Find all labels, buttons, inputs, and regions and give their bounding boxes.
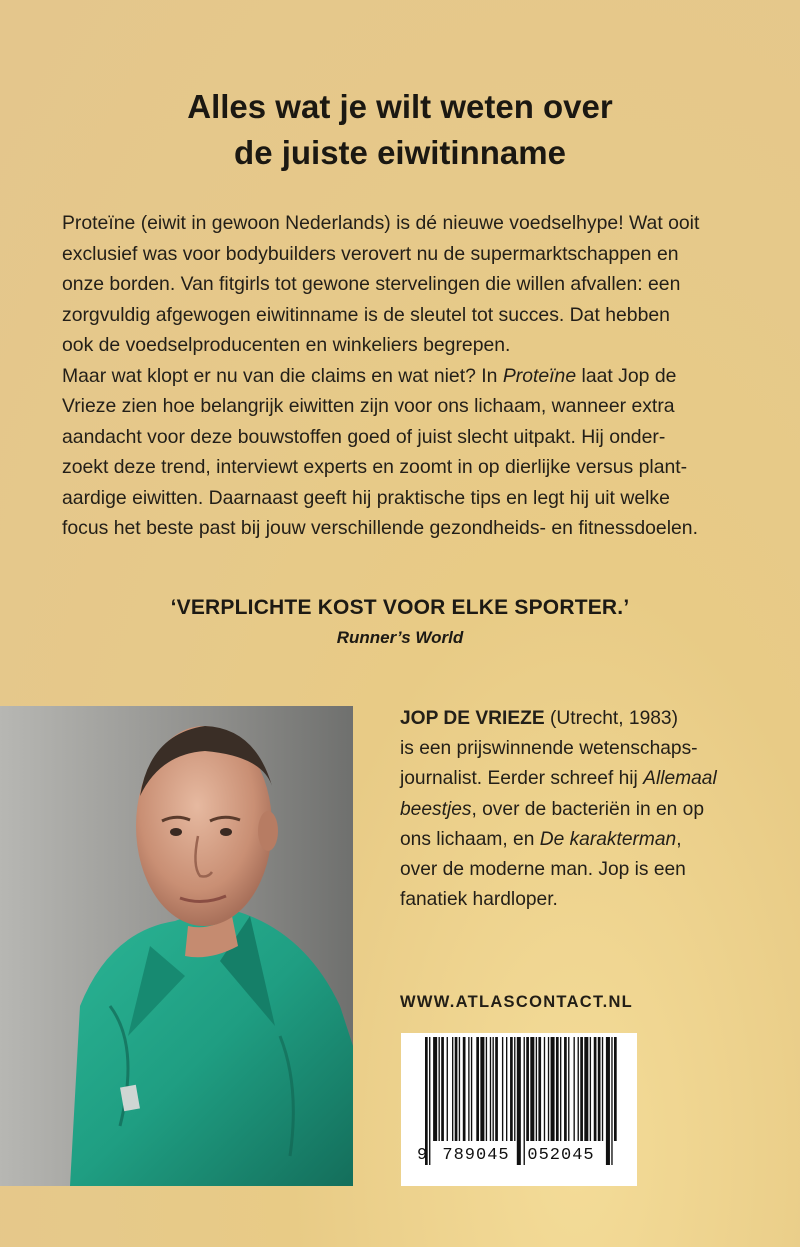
text-segment: over de moderne man. Jop is een	[400, 859, 686, 881]
description-line-10	[62, 483, 752, 514]
barcode-digits-left: 789045	[442, 1146, 510, 1165]
description-line-6	[62, 361, 752, 392]
barcode-bar	[602, 1037, 603, 1141]
description-line-11	[62, 513, 752, 544]
barcode-bar	[556, 1037, 559, 1141]
text-segment: ons lichaam, en	[400, 828, 540, 850]
barcode-bar	[530, 1037, 534, 1141]
barcode-bar	[568, 1037, 569, 1141]
text-segment: , over de bacteriën in en op	[471, 798, 705, 820]
barcode-bar	[495, 1037, 498, 1141]
book-description	[62, 208, 752, 544]
barcode-bar	[517, 1037, 521, 1165]
text-segment: is een prijswinnende wetenschaps-	[400, 738, 698, 760]
barcode-bar	[578, 1037, 579, 1141]
title-line-2: de juiste eiwitinname	[234, 134, 566, 171]
barcode-bar	[459, 1037, 460, 1141]
description-line-7	[62, 391, 752, 422]
description-line-1	[62, 208, 752, 239]
barcode-bar	[544, 1037, 545, 1141]
barcode-bar	[441, 1037, 444, 1141]
barcode-bar	[584, 1037, 588, 1141]
text-segment: journalist. Eerder schreef hij	[400, 768, 644, 790]
author-bio	[400, 704, 760, 915]
author-photo	[0, 706, 353, 1186]
barcode-bar	[514, 1037, 515, 1141]
barcode-bar	[476, 1037, 479, 1141]
review-quote	[0, 594, 800, 652]
barcode-digit-lead: 9	[417, 1146, 428, 1165]
barcode-bar	[564, 1037, 567, 1141]
title-line-1: Alles wat je wilt weten over	[187, 88, 613, 125]
text-segment: ook de voedselproducenten en winkeliers begrepen.	[62, 334, 511, 356]
text-segment: fanatiek hardloper.	[400, 889, 558, 911]
barcode-bar	[510, 1037, 513, 1141]
text-segment: Vrieze zien hoe belangrijk eiwitten zijn voor ons lichaam, wanneer extra	[62, 395, 675, 417]
barcode-bar	[490, 1037, 491, 1141]
barcode-bar	[439, 1037, 440, 1141]
bio-line-4	[400, 795, 760, 825]
barcode-bar	[598, 1037, 601, 1141]
barcode-bar	[548, 1037, 549, 1141]
text-segment: ,	[676, 828, 682, 850]
book-title-italic: Allemaal	[643, 768, 717, 790]
barcode-bar	[574, 1037, 575, 1141]
barcode-bar	[614, 1037, 617, 1141]
barcode-bars	[401, 1033, 637, 1186]
bio-line-6	[400, 855, 760, 885]
text-segment: onze borden. Van fitgirls tot gewone stervelingen die willen afvallen: een	[62, 273, 681, 295]
author-name: JOP DE VRIEZE	[400, 708, 545, 729]
book-title	[0, 84, 800, 176]
barcode-bar	[429, 1037, 430, 1165]
bio-line-7	[400, 885, 760, 915]
barcode-bar	[551, 1037, 555, 1141]
text-segment: exclusief was voor bodybuilders verovert nu de supermarktschappen en	[62, 242, 679, 265]
description-line-8	[62, 422, 752, 453]
text-segment: focus het beste past bij jouw verschillende gezondheids- en fitnessdoelen.	[62, 517, 698, 539]
barcode-bar	[471, 1037, 472, 1141]
barcode-bar	[536, 1037, 537, 1141]
description-line-4	[62, 300, 752, 331]
text-segment: Maar wat klopt er nu van die claims en wat niet? In	[62, 364, 503, 387]
quote-source: Runner’s World	[336, 628, 464, 647]
isbn-barcode	[401, 1033, 637, 1186]
bio-line-5	[400, 825, 760, 855]
quote-text: ‘VERPLICHTE KOST VOOR ELKE SPORTER.’	[170, 596, 630, 619]
text-segment: (Utrecht, 1983)	[544, 708, 678, 729]
barcode-bar	[452, 1037, 453, 1141]
text-segment: aardige eiwitten. Daarnaast geeft hij praktische tips en legt hij uit welke	[62, 486, 670, 509]
bio-line-1	[400, 704, 760, 734]
bio-line-2	[400, 734, 760, 764]
description-line-2	[62, 239, 752, 270]
publisher-website: WWW.ATLASCONTACT.NL	[400, 993, 634, 1011]
text-segment: zorgvuldig afgewogen eiwitinname is de sleutel tot succes. Dat hebben	[62, 303, 670, 326]
text-segment: aandacht voor deze bouwstoffen goed of juist slecht uitpakt. Hij onder-	[62, 425, 666, 448]
text-segment: zoekt deze trend, interviewt experts en zoomt in op dierlijke versus plant-	[62, 456, 688, 478]
text-segment: Proteïne (eiwit in gewoon Nederlands) is dé nieuwe voedselhype! Wat ooit	[62, 212, 700, 234]
author-portrait-illustration	[0, 706, 353, 1186]
description-line-9	[62, 452, 752, 483]
barcode-bar	[480, 1037, 484, 1141]
barcode-bar	[580, 1037, 583, 1141]
description-line-3	[62, 269, 752, 300]
barcode-bar	[594, 1037, 597, 1141]
barcode-bar	[493, 1037, 494, 1141]
barcode-bar	[433, 1037, 437, 1141]
barcode-bar	[455, 1037, 458, 1141]
barcode-bar	[468, 1037, 469, 1141]
barcode-bar	[590, 1037, 591, 1141]
book-title-italic: De karakterman	[539, 828, 677, 850]
text-segment: laat Jop de	[576, 364, 677, 387]
book-title-italic: beestjes	[400, 798, 472, 820]
barcode-bar	[524, 1037, 525, 1165]
barcode-bar	[486, 1037, 487, 1141]
barcode-bar	[611, 1037, 612, 1165]
barcode-bar	[447, 1037, 448, 1141]
barcode-bar	[526, 1037, 529, 1141]
barcode-bar	[606, 1037, 610, 1165]
barcode-digits-right: 052045	[527, 1146, 595, 1165]
barcode-bar	[538, 1037, 541, 1141]
barcode-bar	[506, 1037, 507, 1141]
bio-line-3	[400, 764, 760, 794]
description-line-5	[62, 330, 752, 361]
book-title-italic: Proteïne	[502, 364, 577, 387]
barcode-bar	[560, 1037, 561, 1141]
barcode-bar	[502, 1037, 503, 1141]
barcode-bar	[463, 1037, 466, 1141]
